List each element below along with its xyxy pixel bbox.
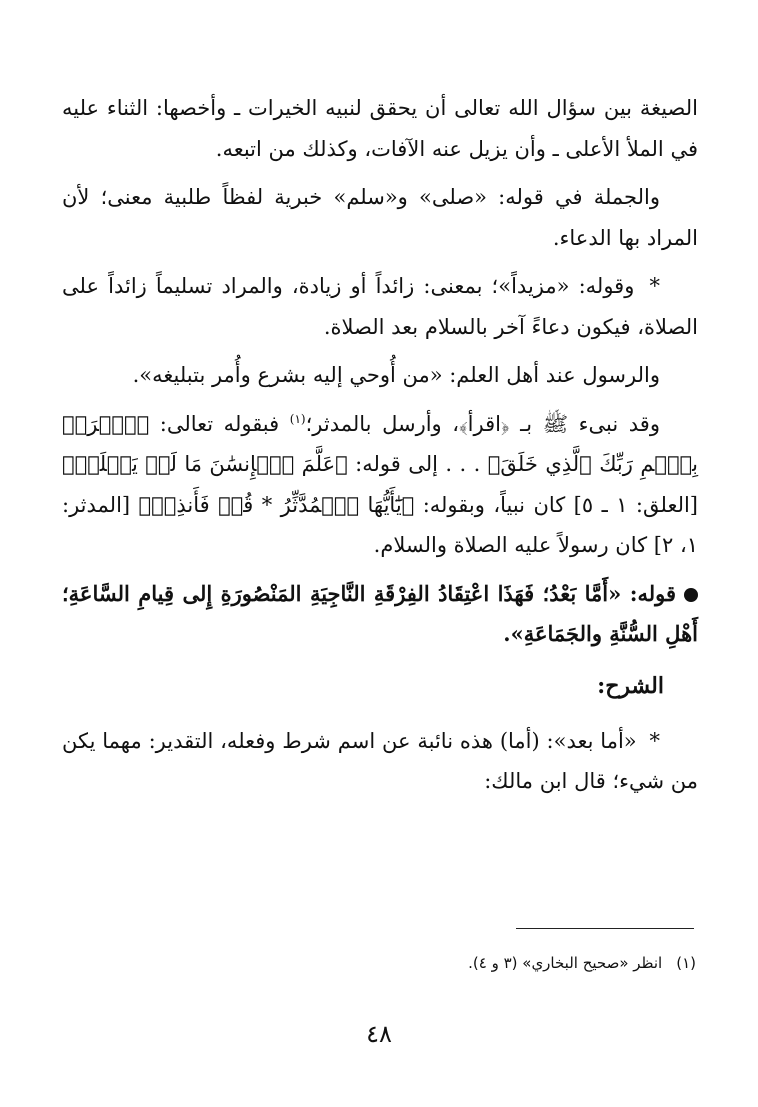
footnote-divider xyxy=(516,928,694,929)
sharh-paragraph-1 xyxy=(62,721,698,802)
sharh-heading: الشرح: xyxy=(597,672,664,699)
paragraph-5 xyxy=(62,404,698,566)
asterisk-marker: * xyxy=(649,274,660,298)
paragraph-4 xyxy=(62,355,698,396)
footnote xyxy=(60,950,696,976)
paragraph-4-text: والرسول عند أهل العلم: «من أُوحي إليه بشرع وأُمر بتبليغه». xyxy=(132,363,660,387)
page-number: ٤٨ xyxy=(366,1020,392,1048)
paragraph-5-text-before: وقد نبىء ﷺ بـ ﴿اقرأ﴾، وأرسل بالمدثر؛ xyxy=(305,411,660,436)
footnote-text: انظر «صحيح البخاري» (٣ و ٤). xyxy=(468,954,663,972)
matn-text: قوله: «أَمَّا بَعْدُ؛ فَهَذَا اعْتِقَادُ الفِرْقَةِ النَّاجِيَةِ المَنْصُورَةِ إِلى قِيامِ السَّاعَةِ؛ أَهْلِ السُّنَّةِ والجَمَاعَةِ». xyxy=(62,580,698,646)
paragraph-2 xyxy=(62,177,698,258)
sharh-paragraph-1-text: «أما بعد»: (أما) هذه نائبة عن اسم شرط وفعله، التقدير: مهما يكن من شيء؛ قال ابن مالك: xyxy=(62,728,698,793)
paragraph-3-text: وقوله: «مزيداً»؛ بمعنى: زائداً أو زيادة، والمراد تسليماً زائداً على الصلاة، فيكون دعاءً آخر بالسلام بعد الصلاة. xyxy=(62,274,698,339)
paragraph-1-text: الصيغة بين سؤال الله تعالى أن يحقق لنبيه الخيرات ـ وأخصها: الثناء عليه في الملأ الأعلى ـ وأن يزيل عنه الآفات، وكذلك من اتبعه. xyxy=(62,96,698,161)
footnote-number: (١) xyxy=(676,954,696,972)
paragraph-2-text: والجملة في قوله: «صلى» و«سلم» خبرية لفظاً طلبية معنى؛ لأن المراد بها الدعاء. xyxy=(62,185,698,250)
page-body xyxy=(62,88,698,810)
matn-quote xyxy=(62,574,698,655)
bullet-dot-icon xyxy=(684,588,698,602)
footnote-reference[interactable]: (١) xyxy=(289,411,306,426)
paragraph-1 xyxy=(62,88,698,169)
paragraph-5-text-after: فبقوله تعالى: ﴿ٱقۡرَأۡ بِٱسۡمِ رَبِّكَ ٱلَّذِي خَلَقَ﴾ . . . إلى قوله: ﴿عَلَّمَ ٱلۡإِنسَٰنَ مَا لَمۡ يَعۡلَمۡ﴾ [العلق: ١ ـ ٥] كان نبياً، وبقوله: ﴿يَٰٓأَيُّهَا ٱلۡمُدَّثِّرُ * قُمۡ فَأَنذِرۡ﴾ [المدثر: ١، ٢] كان رسولاً عليه الصلاة والسلام. xyxy=(62,411,698,557)
asterisk-marker: * xyxy=(649,728,660,753)
paragraph-3 xyxy=(62,266,698,347)
